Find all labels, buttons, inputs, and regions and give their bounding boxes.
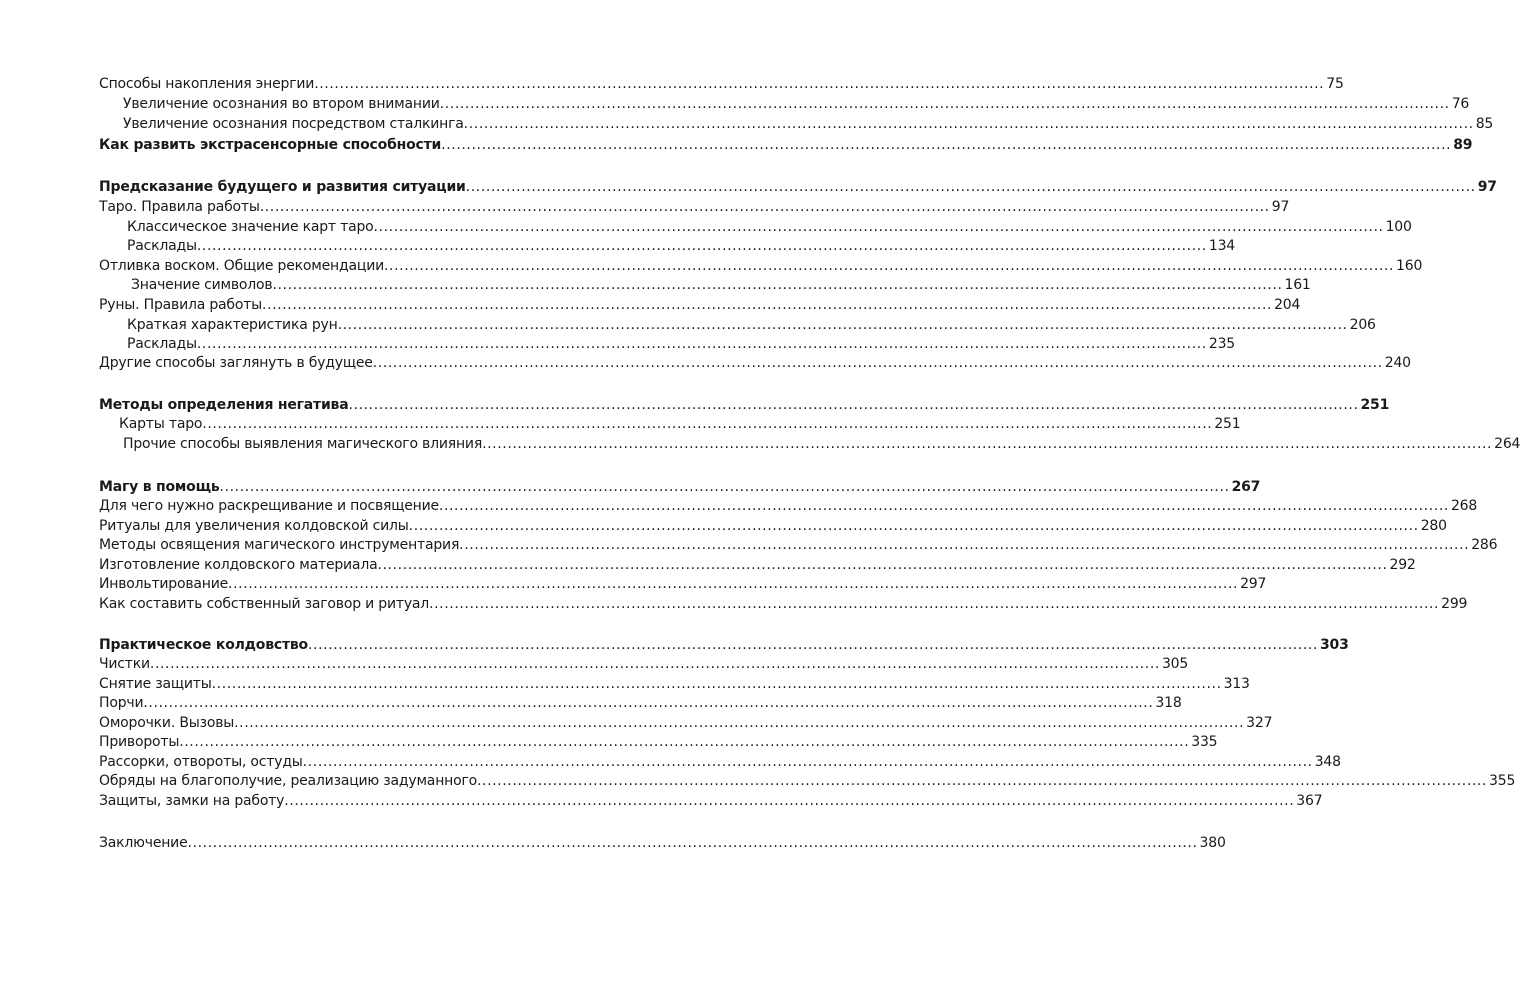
dot-leader: ........................................................................................................................................................................................................ — [459, 537, 1470, 553]
toc-entry — [99, 732, 1218, 752]
dot-leader: ........................................................................................................................................................................................................ — [143, 695, 1154, 711]
toc-entry-page: 305 — [1161, 656, 1189, 672]
toc-entry-title: Изготовление колдовского материала — [99, 557, 378, 573]
toc-entry-page: 85 — [1475, 116, 1494, 132]
toc-entry-title: Карты таро — [119, 416, 203, 432]
toc-entry-page: 286 — [1471, 537, 1498, 553]
toc-entry-page: 75 — [1326, 76, 1344, 92]
toc-entry — [99, 295, 1301, 315]
toc-entry — [123, 94, 1470, 114]
dot-leader: ........................................................................................................................................................................................................ — [441, 137, 1452, 153]
toc-entry-title: Заключение — [99, 835, 188, 851]
dot-leader: ........................................................................................................................................................................................................ — [262, 297, 1273, 313]
dot-leader: ........................................................................................................................................................................................................ — [259, 199, 1270, 215]
toc-entry — [99, 535, 1498, 555]
toc-entry-page: 206 — [1349, 317, 1376, 333]
toc-entry-title: Другие способы заглянуть в будущее — [99, 355, 373, 371]
toc-entry-title: Оморочки. Вызовы — [99, 715, 235, 731]
toc-entry-title: Расклады — [127, 336, 197, 352]
toc-entry-page: 335 — [1191, 734, 1218, 750]
toc-entry — [99, 135, 1473, 155]
dot-leader: ........................................................................................................................................................................................................ — [408, 518, 1419, 534]
dot-leader: ........................................................................................................................................................................................................ — [196, 238, 1207, 254]
toc-entry-page: 318 — [1155, 695, 1182, 711]
toc-entry-title: Привороты — [99, 734, 180, 750]
dot-leader: ........................................................................................................................................................................................................ — [149, 656, 1160, 672]
toc-entry-title: Способы накопления энергии — [99, 76, 315, 92]
toc-entry — [99, 256, 1423, 276]
toc-entry-page: 280 — [1420, 518, 1447, 534]
toc-entry-title: Рассорки, отвороты, остуды — [99, 754, 303, 770]
dot-leader: ........................................................................................................................................................................................................ — [284, 793, 1295, 809]
toc-entry — [99, 693, 1182, 713]
toc-entry-title: Для чего нужно раскрещивание и посвящение — [99, 498, 439, 514]
toc-entry — [127, 217, 1412, 237]
dot-leader: ........................................................................................................................................................................................................ — [373, 219, 1384, 235]
toc-entry-page: 367 — [1296, 793, 1323, 809]
toc-entry — [99, 555, 1416, 575]
toc-entry-title: Классическое значение карт таро — [127, 219, 374, 235]
dot-leader: ........................................................................................................................................................................................................ — [272, 277, 1283, 293]
toc-entry — [99, 674, 1250, 694]
toc-entry-page: 297 — [1240, 576, 1267, 592]
toc-entry-page: 355 — [1489, 773, 1516, 789]
toc-entry — [99, 635, 1349, 655]
dot-leader: ........................................................................................................................................................................................................ — [302, 754, 1313, 770]
toc-entry-title: Ритуалы для увеличения колдовской силы — [99, 518, 409, 534]
dot-leader: ........................................................................................................................................................................................................ — [187, 835, 1198, 851]
toc-entry-page: 235 — [1208, 336, 1236, 352]
dot-leader: ........................................................................................................................................................................................................ — [384, 258, 1395, 274]
toc-entry-page: 327 — [1246, 715, 1273, 731]
toc-entry-title: Предсказание будущего и развития ситуации — [99, 179, 466, 195]
dot-leader: ........................................................................................................................................................................................................ — [463, 116, 1474, 132]
toc-entry-title: Порчи — [99, 695, 144, 711]
toc-entry — [99, 791, 1323, 811]
toc-entry-page: 97 — [1271, 199, 1290, 215]
toc-entry — [99, 752, 1341, 772]
toc-entry-title: Чистки — [99, 656, 150, 672]
dot-leader: ........................................................................................................................................................................................................ — [228, 576, 1239, 592]
toc-entry-page: 89 — [1453, 137, 1473, 153]
dot-leader: ........................................................................................................................................................................................................ — [202, 416, 1213, 432]
toc-entry-title: Практическое колдовство — [99, 637, 308, 653]
toc-entry-title: Отливка воском. Общие рекомендации — [99, 258, 384, 274]
toc-entry-page: 267 — [1231, 479, 1261, 495]
toc-entry — [99, 833, 1226, 853]
toc-entry-page: 76 — [1451, 96, 1470, 112]
toc-entry-page: 204 — [1274, 297, 1301, 313]
toc-entry — [99, 654, 1189, 674]
toc-entry-page: 268 — [1450, 498, 1478, 514]
toc-entry — [99, 395, 1390, 415]
toc-entry-title: Методы освящения магического инструментария — [99, 537, 460, 553]
toc-entry — [131, 275, 1311, 295]
toc-entry-page: 161 — [1284, 277, 1311, 293]
toc-entry — [99, 713, 1273, 733]
toc-entry-page: 240 — [1384, 355, 1411, 371]
toc-entry-title: Обряды на благополучие, реализацию задуманного — [99, 773, 477, 789]
dot-leader: ........................................................................................................................................................................................................ — [429, 596, 1440, 612]
toc-entry-title: Увеличение осознания посредством сталкинга — [123, 116, 464, 132]
toc-entry-page: 160 — [1396, 258, 1423, 274]
toc-entry — [127, 236, 1236, 256]
toc-entry-title: Снятие защиты — [99, 676, 212, 692]
dot-leader: ........................................................................................................................................................................................................ — [476, 773, 1488, 789]
toc-entry-page: 380 — [1199, 835, 1226, 851]
toc-entry-page: 348 — [1314, 754, 1341, 770]
toc-entry — [99, 477, 1261, 497]
dot-leader: ........................................................................................................................................................................................................ — [196, 336, 1207, 352]
toc-entry-title: Магу в помощь — [99, 479, 220, 495]
toc-entry — [99, 353, 1411, 373]
dot-leader: ........................................................................................................................................................................................................ — [307, 637, 1319, 653]
toc-entry-page: 251 — [1214, 416, 1241, 432]
toc-entry — [99, 516, 1447, 536]
dot-leader: ........................................................................................................................................................................................................ — [348, 397, 1359, 413]
dot-leader: ........................................................................................................................................................................................................ — [465, 179, 1476, 195]
toc-entry-page: 303 — [1320, 637, 1349, 653]
toc-entry-page: 264 — [1494, 436, 1520, 452]
dot-leader: ........................................................................................................................................................................................................ — [372, 355, 1383, 371]
toc-entry — [123, 434, 1520, 454]
toc-entry — [99, 74, 1344, 94]
toc-entry-title: Таро. Правила работы — [99, 199, 260, 215]
toc-entry — [127, 334, 1236, 354]
toc-entry-title: Инвольтирование — [99, 576, 229, 592]
dot-leader: ........................................................................................................................................................................................................ — [439, 96, 1450, 112]
dot-leader: ........................................................................................................................................................................................................ — [211, 676, 1222, 692]
toc-entry — [99, 771, 1516, 791]
dot-leader: ........................................................................................................................................................................................................ — [337, 317, 1348, 333]
toc-entry-title: Увеличение осознания во втором внимании — [123, 96, 440, 112]
toc-entry-page: 100 — [1385, 219, 1412, 235]
toc-entry-page: 251 — [1360, 397, 1390, 413]
toc-entry — [99, 496, 1478, 516]
toc-entry-title: Руны. Правила работы — [99, 297, 263, 313]
dot-leader: ........................................................................................................................................................................................................ — [482, 436, 1493, 452]
toc-entry — [99, 594, 1468, 614]
toc-entry-title: Расклады — [127, 238, 197, 254]
toc-entry-page: 134 — [1208, 238, 1236, 254]
toc-entry-title: Как развить экстрасенсорные способности — [99, 137, 442, 153]
toc-entry-title: Прочие способы выявления магического влияния — [123, 436, 483, 452]
toc-entry-page: 292 — [1389, 557, 1416, 573]
toc-entry-title: Значение символов — [131, 277, 273, 293]
toc-entry-title: Как составить собственный заговор и ритуал — [99, 596, 430, 612]
toc-entry — [119, 414, 1241, 434]
toc-entry-title: Краткая характеристика рун — [127, 317, 338, 333]
toc-entry-title: Методы определения негатива — [99, 397, 349, 413]
toc-entry — [99, 574, 1267, 594]
dot-leader: ........................................................................................................................................................................................................ — [234, 715, 1245, 731]
toc-entry-page: 313 — [1223, 676, 1250, 692]
dot-leader: ........................................................................................................................................................................................................ — [438, 498, 1449, 514]
toc-entry-page: 97 — [1477, 179, 1497, 195]
toc-entry-page: 299 — [1441, 596, 1468, 612]
dot-leader: ........................................................................................................................................................................................................ — [219, 479, 1230, 495]
toc-entry — [99, 197, 1290, 217]
toc-entry — [127, 315, 1376, 335]
toc-entry — [99, 177, 1497, 197]
toc-entry-title: Защиты, замки на работу — [99, 793, 285, 809]
dot-leader: ........................................................................................................................................................................................................ — [377, 557, 1388, 573]
dot-leader: ........................................................................................................................................................................................................ — [314, 76, 1325, 92]
dot-leader: ........................................................................................................................................................................................................ — [179, 734, 1190, 750]
toc-entry — [123, 114, 1494, 134]
